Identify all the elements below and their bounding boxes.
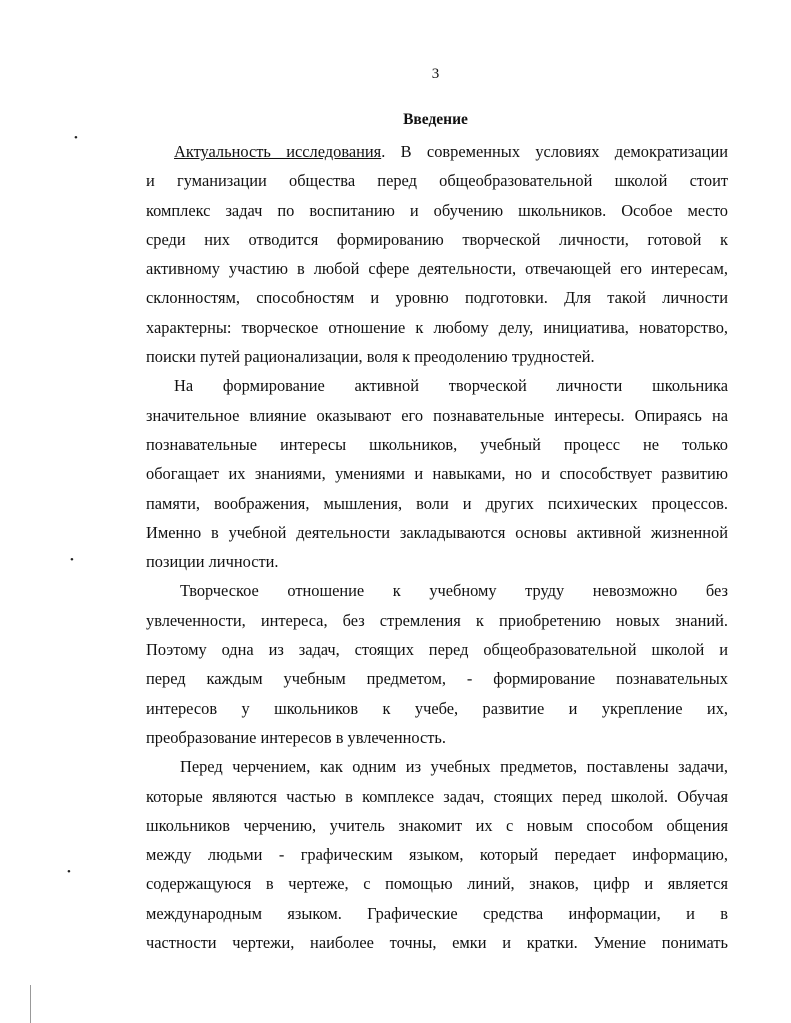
paragraph-line: частности чертежи, наиболее точны, емки и кратки. Умение понимать bbox=[146, 933, 728, 953]
paragraph-line: Перед черчением, как одним из учебных предметов, поставлены задачи, bbox=[180, 757, 728, 777]
paragraph-line: преобразование интересов в увлеченность. bbox=[146, 727, 446, 747]
section-heading: Введение bbox=[403, 111, 468, 128]
paragraph-line: увлеченности, интереса, без стремления к приобретению новых знаний. bbox=[146, 610, 728, 630]
paragraph-line: Поэтому одна из задач, стоящих перед общеобразовательной школой и bbox=[146, 640, 728, 660]
paragraph-line: характерны: творческое отношение к любому делу, инициатива, новаторство, bbox=[146, 317, 728, 337]
topic-relevance-label: Актуальность исследования bbox=[174, 142, 382, 161]
paragraph-line: значительное влияние оказывают его познавательные интересы. Опираясь на bbox=[146, 405, 728, 425]
paragraph-line: активному участию в любой сфере деятельности, отвечающей его интересам, bbox=[146, 259, 728, 279]
page-number: 3 bbox=[431, 66, 440, 82]
body-text bbox=[146, 140, 728, 960]
scan-edge-line bbox=[30, 985, 31, 1023]
punch-mark: • bbox=[70, 554, 74, 566]
paragraph-line: перед каждым учебным предметом, - формирование познавательных bbox=[146, 669, 728, 689]
paragraph-line: Творческое отношение к учебному труду невозможно без bbox=[180, 581, 728, 601]
punch-mark: • bbox=[67, 866, 71, 878]
paragraph-line: интересов у школьников к учебе, развитие и укрепление их, bbox=[146, 698, 728, 718]
paragraph-line: между людьми - графическим языком, который передает информацию, bbox=[146, 845, 728, 865]
paragraph-line: школьников черчению, учитель знакомит их с новым способом общения bbox=[146, 815, 728, 835]
paragraph-line: склонностям, способностям и уровню подготовки. Для такой личности bbox=[146, 288, 728, 308]
punch-mark: • bbox=[74, 132, 78, 144]
paragraph-line: которые являются частью в комплексе задач, стоящих перед школой. Обучая bbox=[146, 786, 728, 806]
paragraph-line: обогащает их знаниями, умениями и навыками, но и способствует развитию bbox=[146, 464, 728, 484]
paragraph-line: среди них отводится формированию творческой личности, готовой к bbox=[146, 229, 728, 249]
paragraph-line: памяти, воображения, мышления, воли и других психических процессов. bbox=[146, 493, 728, 513]
paragraph-line: международным языком. Графические средства информации, и в bbox=[146, 903, 728, 923]
line-text: . В современных условиях демократизации bbox=[381, 142, 728, 161]
paragraph-line: содержащуюся в чертеже, с помощью линий, знаков, цифр и является bbox=[146, 874, 728, 894]
paragraph-line bbox=[146, 140, 728, 169]
paragraph-line: Именно в учебной деятельности закладываются основы активной жизненной bbox=[146, 522, 728, 542]
paragraph-line: поиски путей рационализации, воля к преодолению трудностей. bbox=[146, 347, 595, 367]
paragraph-line: и гуманизации общества перед общеобразовательной школой стоит bbox=[146, 171, 728, 191]
paragraph-line: комплекс задач по воспитанию и обучению школьников. Особое место bbox=[146, 200, 728, 220]
paragraph-line: На формирование активной творческой личности школьника bbox=[174, 376, 728, 396]
paragraph-line: позиции личности. bbox=[146, 552, 279, 572]
paragraph-line: познавательные интересы школьников, учебный процесс не только bbox=[146, 434, 728, 454]
